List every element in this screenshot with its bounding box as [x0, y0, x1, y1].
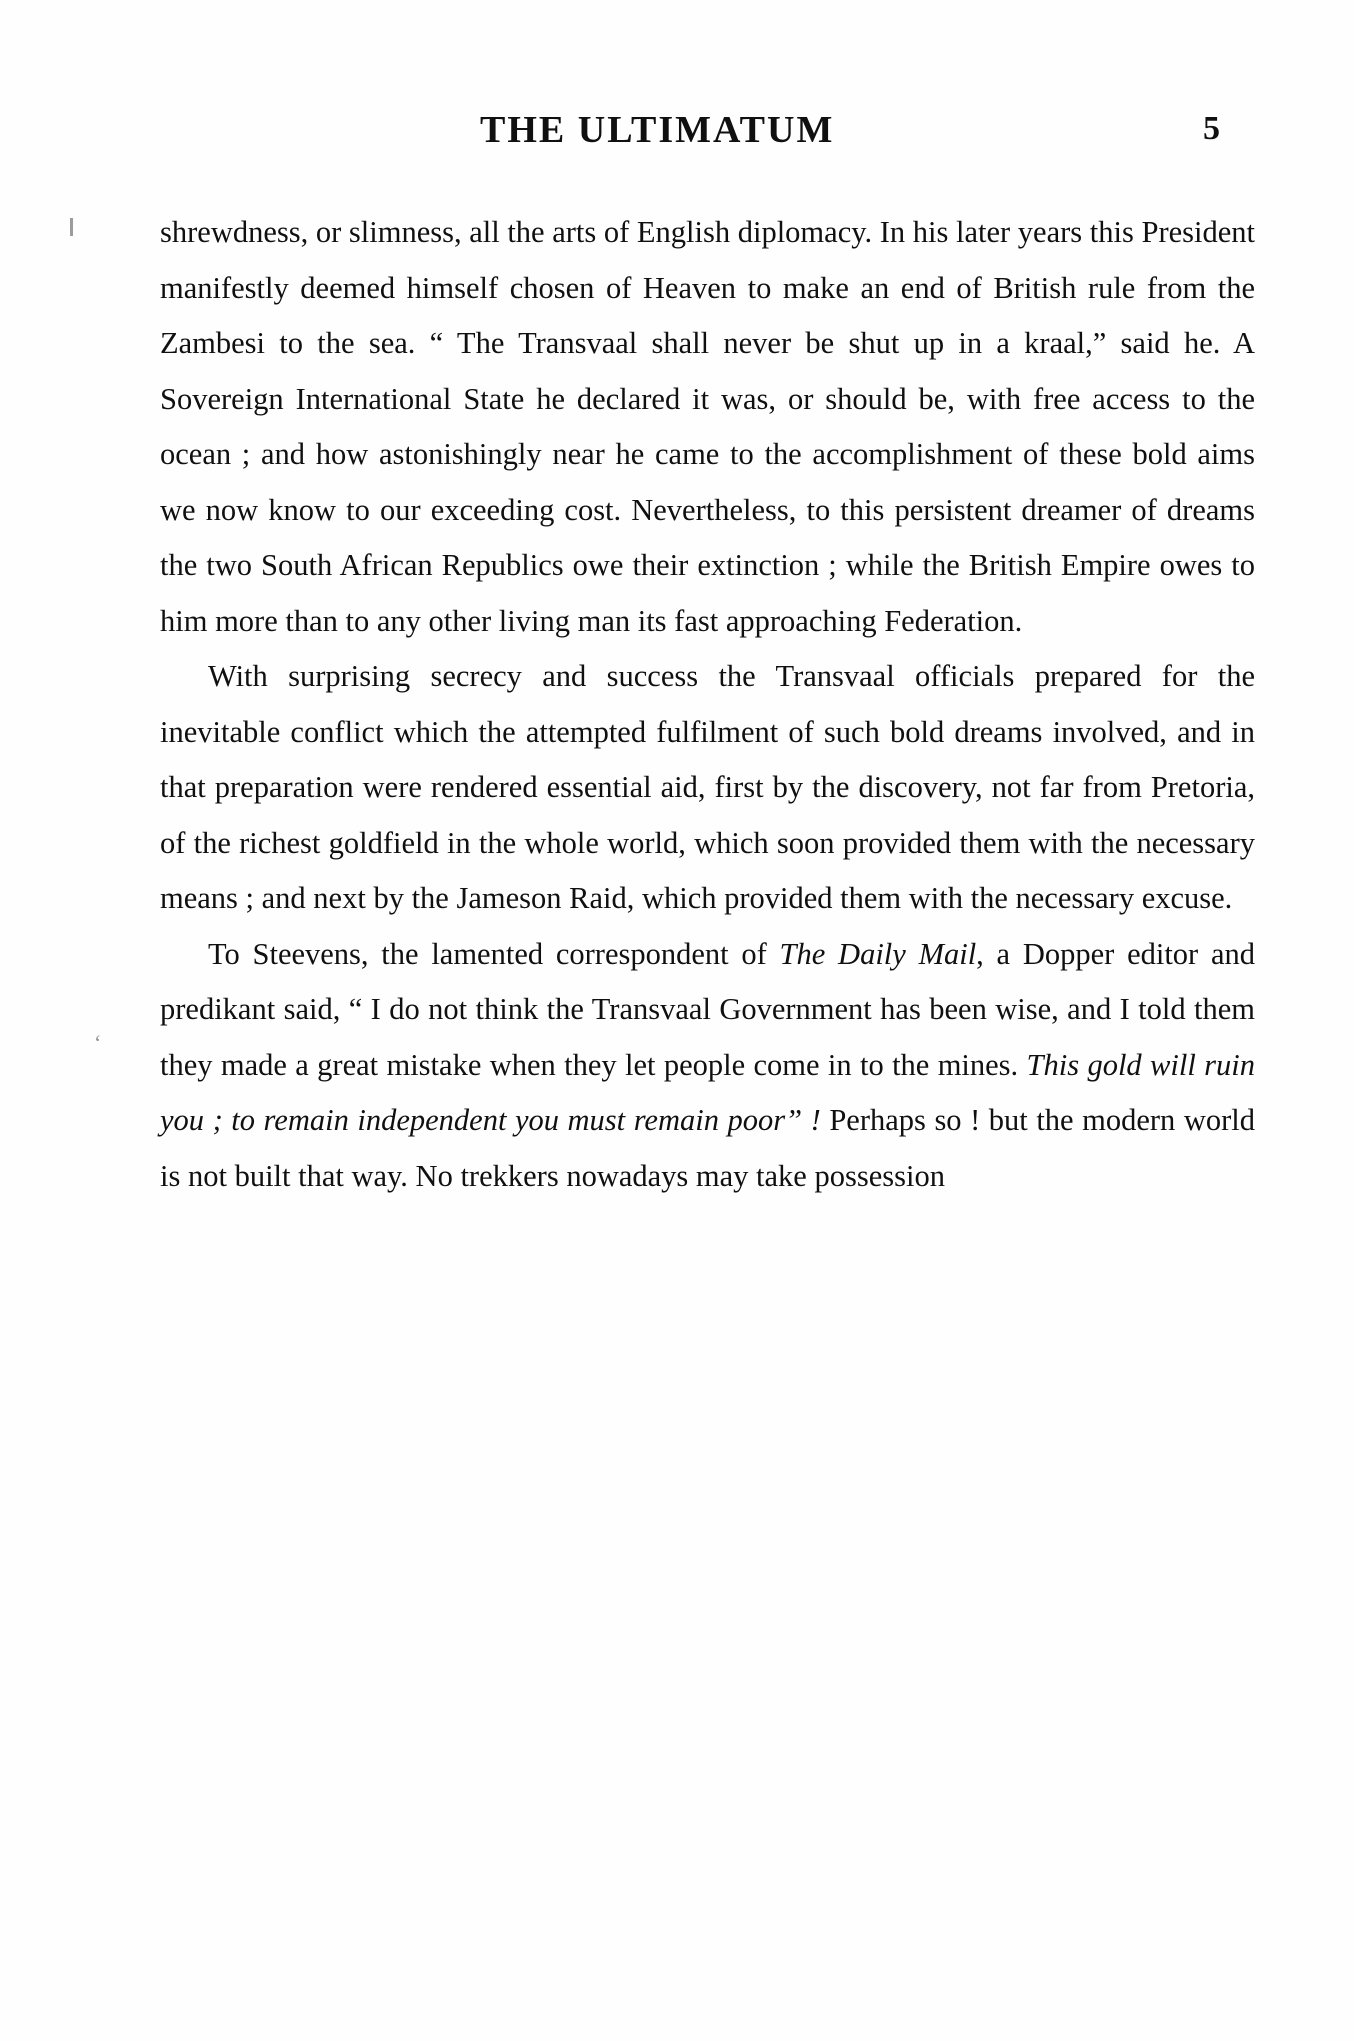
margin-mark-top	[70, 218, 73, 236]
text-run: With surprising secrecy and success the Transvaal officials prepared for the inevitable conflict which the attempted fulfilment of such bold dreams involved, and in that preparation were rendered essential aid, first by the discovery, not far from Pretoria, of the richest goldfield in the whole world, which soon provided them with the necessary means ; and next by the Jameson Raid, which provided them with the necessary excuse.	[160, 659, 1255, 915]
running-head: THE ULTIMATUM	[480, 109, 835, 151]
body-text	[160, 205, 1255, 1204]
paragraph	[160, 927, 1255, 1205]
page-header	[160, 108, 1260, 164]
margin-mark-middle: ‘	[94, 1030, 102, 1055]
paragraph	[160, 205, 1255, 649]
paragraph	[160, 649, 1255, 927]
page-number: 5	[1203, 110, 1220, 147]
italic-run: The Daily Mail	[779, 936, 977, 971]
text-run: shrewdness, or slimness, all the arts of English diplomacy. In his later years this President manifestly deemed himself chosen of Heaven to make an end of British rule from the Zambesi to the sea. “ The Transvaal shall never be shut up in a kraal,” said he. A Sovereign International State he declared it was, or should be, with free access to the ocean ; and how astonishingly near he came to the accomplishment of these bold aims we now know to our exceeding cost. Nevertheless, to this persistent dreamer of dreams the two South African Republics owe their extinction ; while the British Empire owes to him more than to any other living man its fast approaching Federation.	[160, 215, 1255, 638]
text-run: Perhaps so ! but the modern world is not built that way. No trekkers nowadays may take possession	[160, 1103, 1255, 1193]
text-run: To Steevens, the lamented correspondent of	[208, 936, 780, 971]
italic-run: This gold will ruin you ; to remain independent you must remain poor” !	[160, 1047, 1256, 1137]
text-run: , a Dopper editor and predikant said, “ I do not think the Transvaal Government has been wise, and I told them they made a great mistake when they let people come in to the mines.	[160, 936, 1255, 1082]
